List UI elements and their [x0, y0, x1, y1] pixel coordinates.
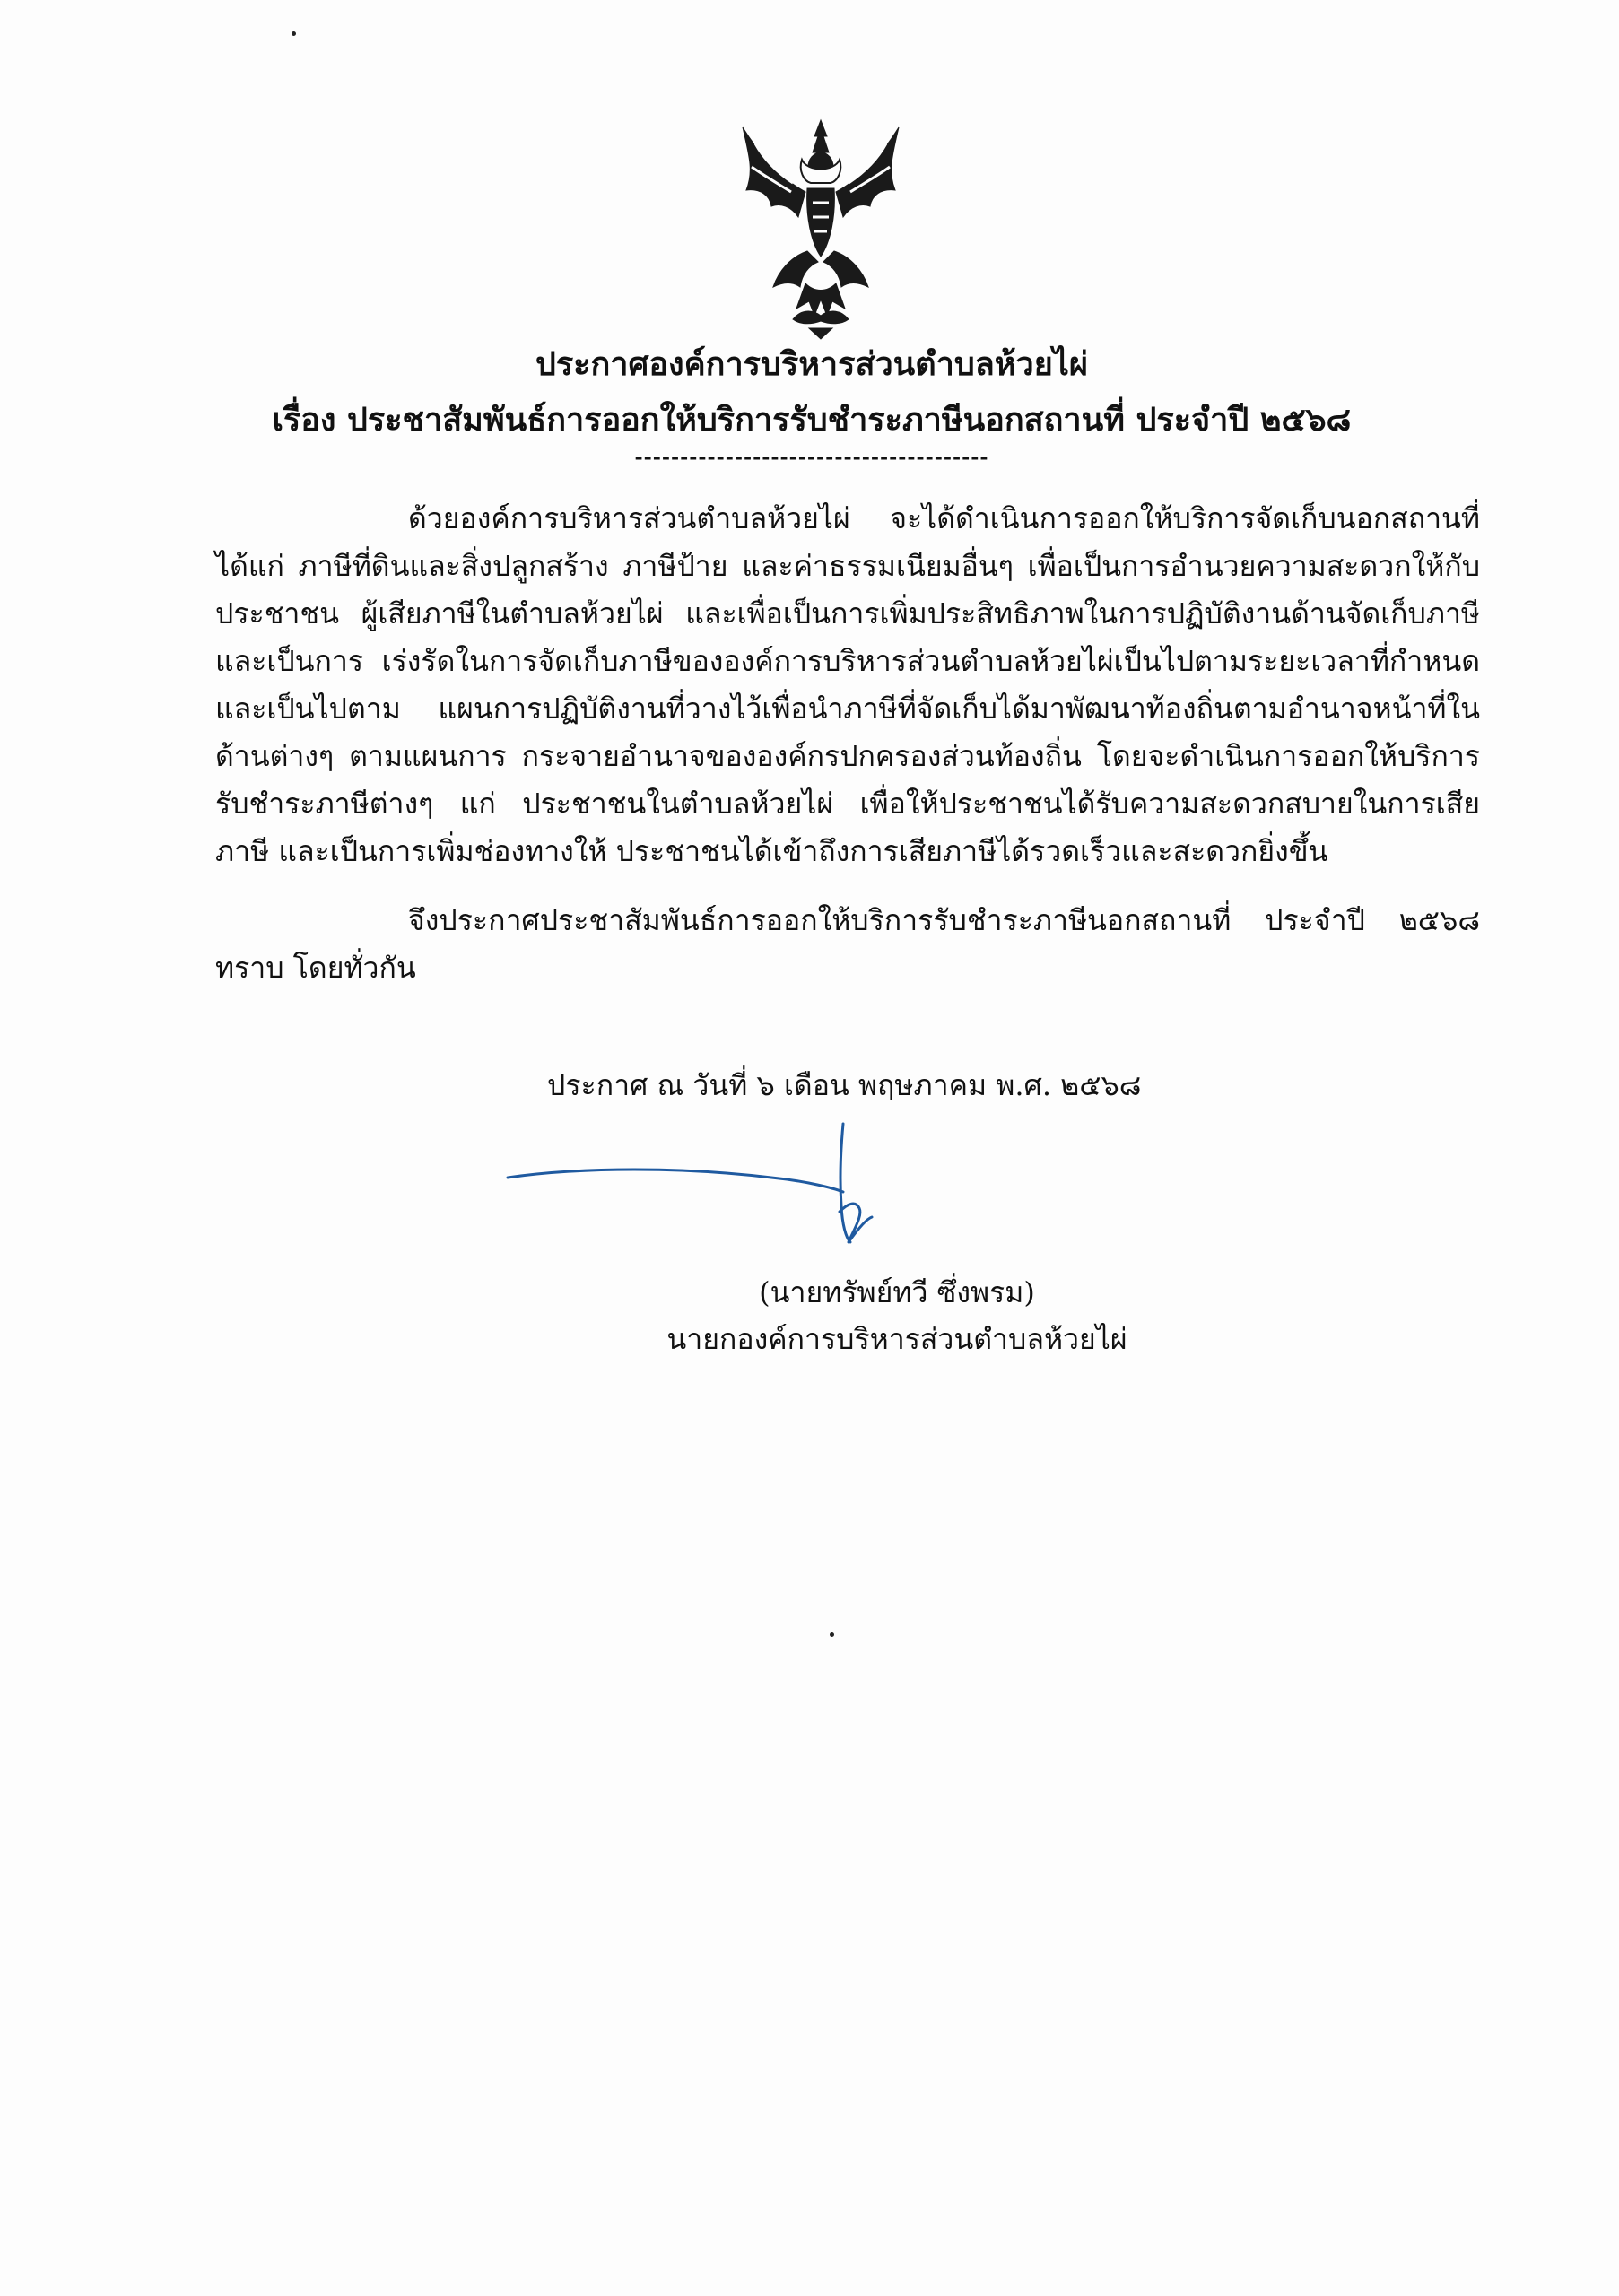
signer-info — [628, 1269, 1166, 1362]
body-paragraph-2: จึงประกาศประชาสัมพันธ์การออกให้บริการรับชำระภาษีนอกสถานที่ ประจำปี ๒๕๖๘ ทราบ โดยทั่วกัน — [215, 903, 1480, 985]
scan-speck — [830, 1632, 834, 1637]
announcement-header — [215, 336, 1408, 471]
announcement-body — [215, 495, 1480, 992]
signer-name: (นายทรัพย์ทวี ซึ่งพรม) — [759, 1275, 1035, 1309]
scan-speck — [292, 31, 296, 36]
announcement-title: ประกาศองค์การบริหารส่วนตำบลห้วยไผ่ — [535, 345, 1089, 383]
handwritten-signature — [502, 1117, 915, 1265]
title-divider: --------------------------------------- — [634, 446, 989, 469]
announcement-date: ประกาศ ณ วันที่ ๖ เดือน พฤษภาคม พ.ศ. ๒๕๖๘ — [547, 1068, 1142, 1102]
announcement-subject: เรื่อง ประชาสัมพันธ์การออกให้บริการรับชำระภาษีนอกสถานที่ ประจำปี ๒๕๖๘ — [272, 401, 1352, 439]
body-paragraph-1: ด้วยองค์การบริหารส่วนตำบลห้วยไผ่ จะได้ดำเนินการออกให้บริการจัดเก็บนอกสถานที่ ได้แก่ ภาษีที่ดินและสิ่งปลูกสร้าง ภาษีป้าย และค่าธรรมเนียมอื่นๆ เพื่อเป็นการอำนวยความสะดวกให้กับประชาชน ผู้เสียภาษีในตำบลห้วยไผ่ และเพื่อเป็นการเพิ่มประสิทธิภาพในการปฏิบัติงานด้านจัดเก็บภาษี และเป็นการ เร่งรัดในการจัดเก็บภาษีขององค์การบริหารส่วนตำบลห้วยไผ่เป็นไปตามระยะเวลาที่กำหนด และเป็นไปตาม แผนการปฏิบัติงานที่วางไว้เพื่อนำภาษีที่จัดเก็บได้มาพัฒนาท้องถิ่นตามอำนาจหน้าที่ในด้านต่างๆ ตามแผนการ กระจายอำนาจขององค์กรปกครองส่วนท้องถิ่น โดยจะดำเนินการออกให้บริการรับชำระภาษีต่างๆ แก่ ประชาชนในตำบลห้วยไผ่ เพื่อให้ประชาชนได้รับความสะดวกสบายในการเสียภาษี และเป็นการเพิ่มช่องทางให้ ประชาชนได้เข้าถึงการเสียภาษีได้รวดเร็วและสะดวกยิ่งขึ้น — [215, 501, 1480, 868]
signer-position: นายกองค์การบริหารส่วนตำบลห้วยไผ่ — [666, 1322, 1127, 1356]
garuda-emblem-icon — [728, 117, 913, 341]
